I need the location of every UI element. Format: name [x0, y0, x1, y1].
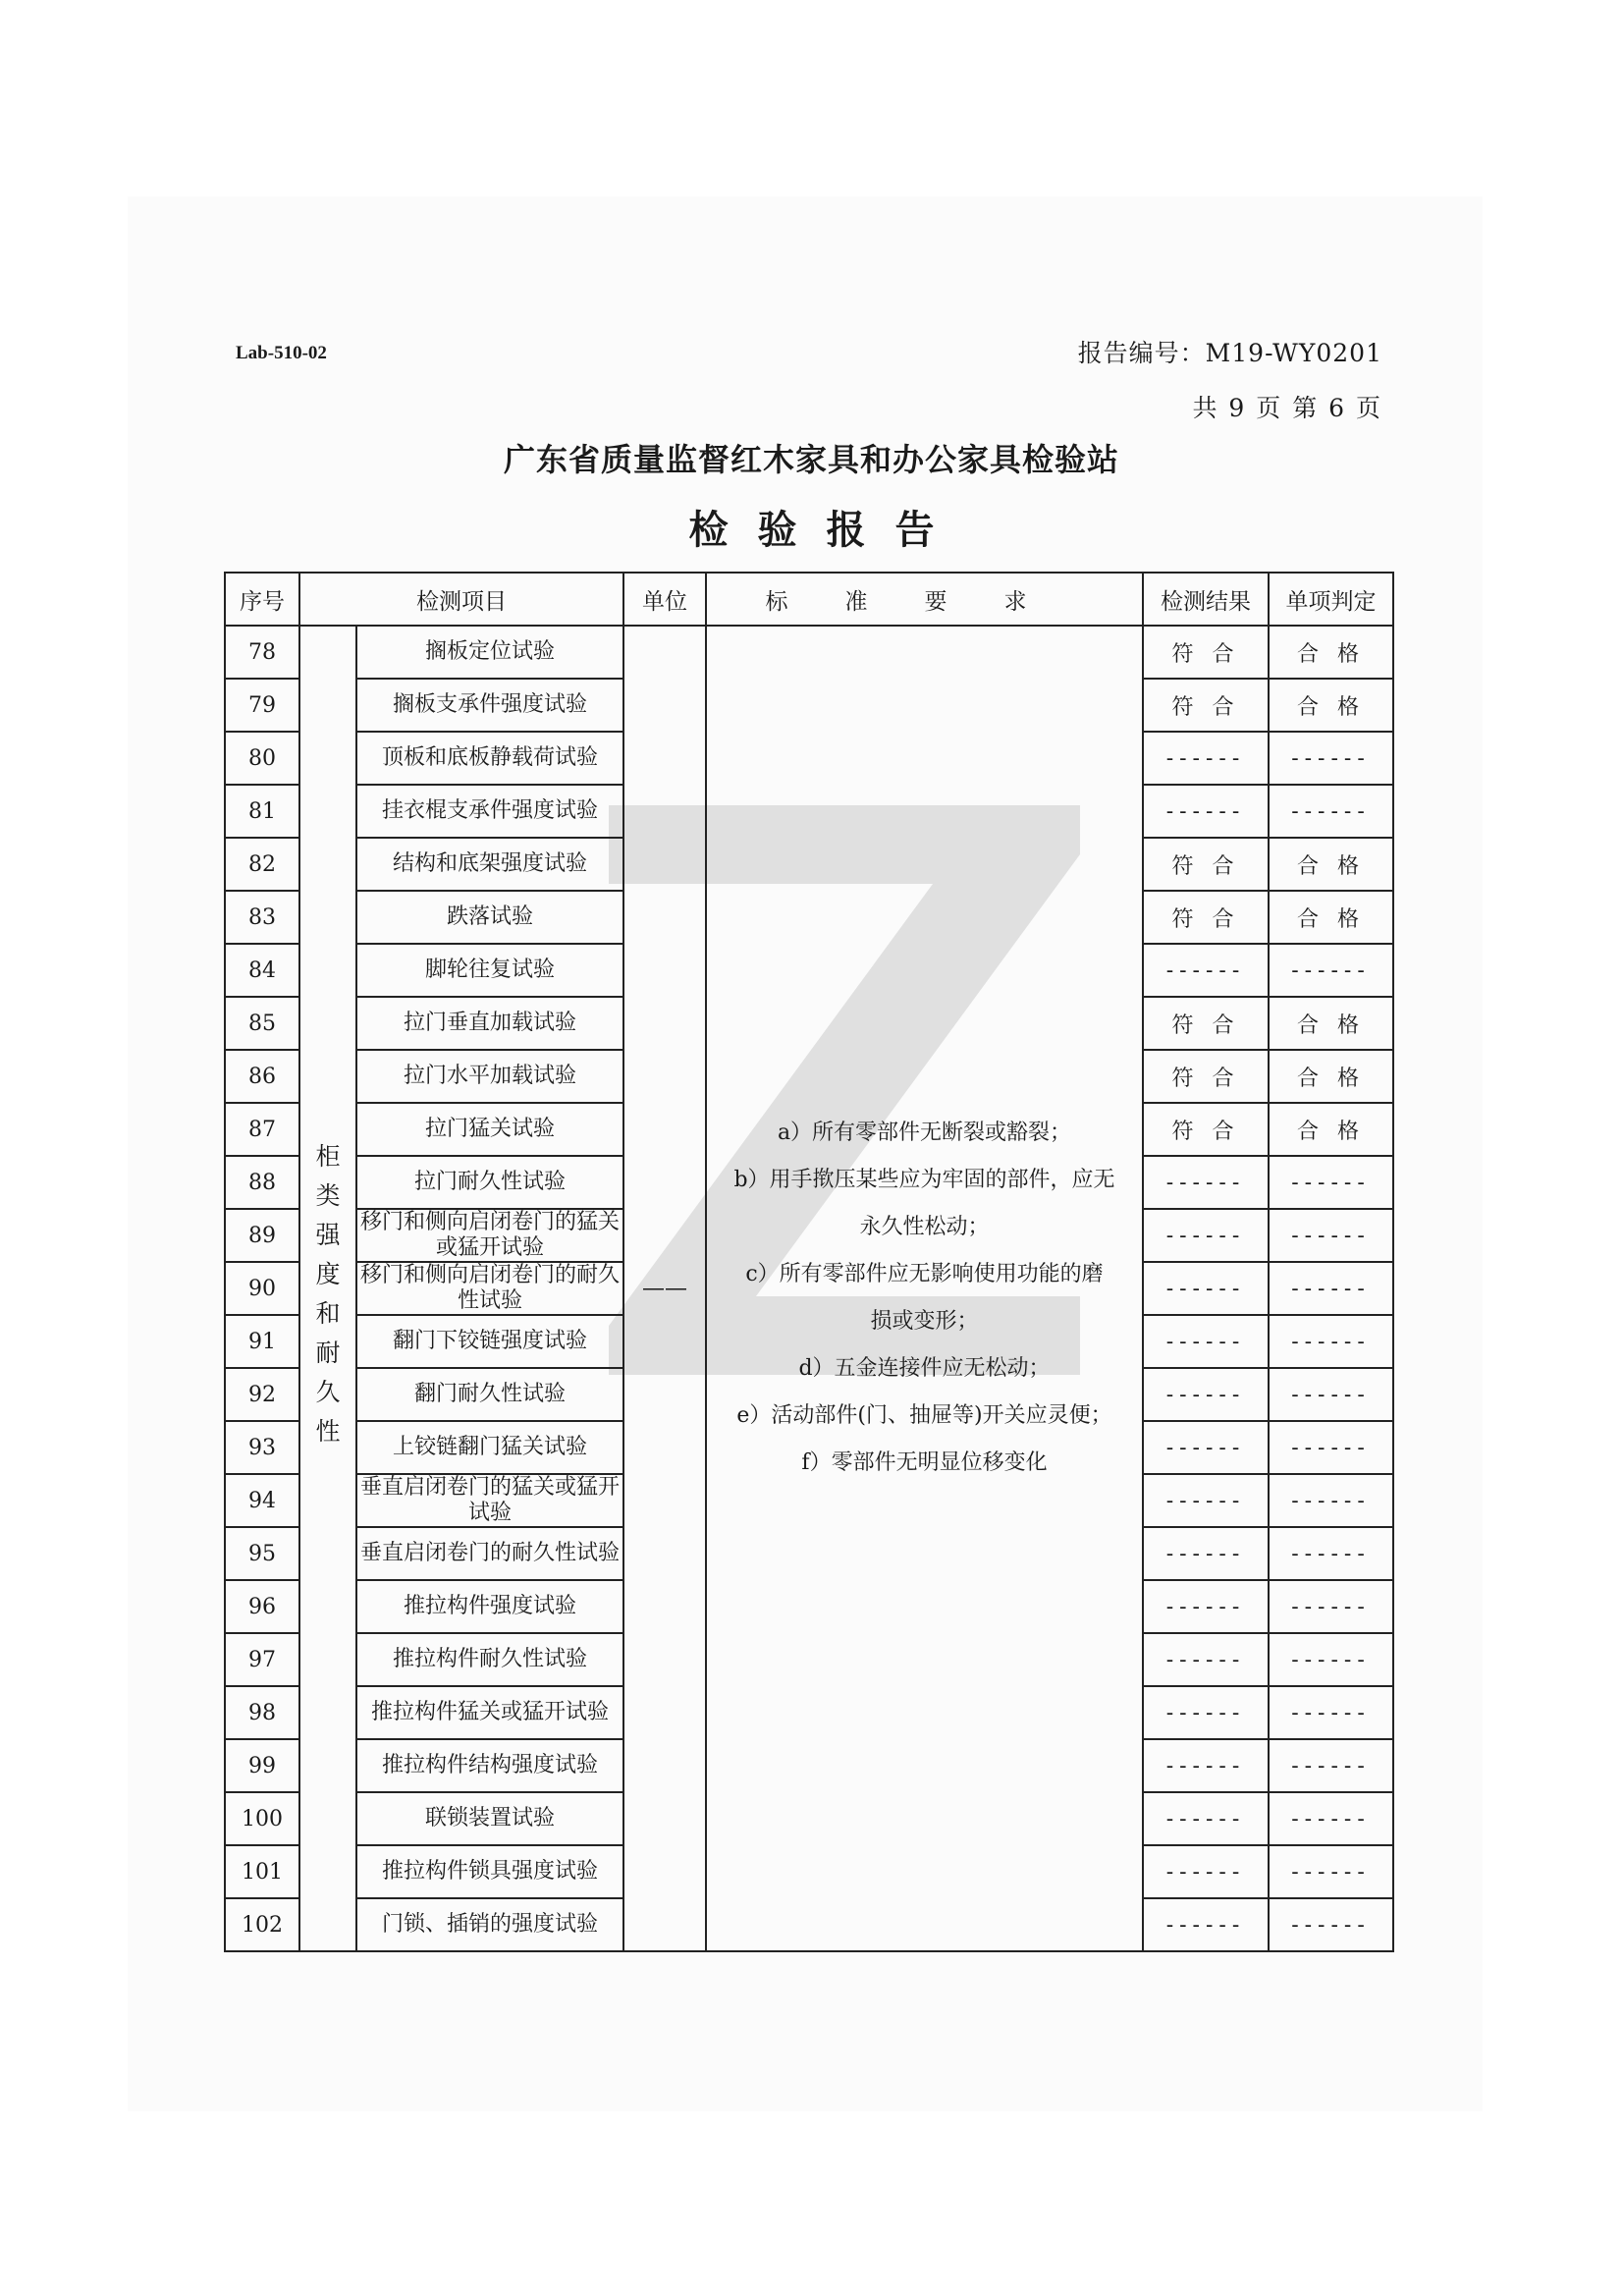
test-item: 翻门下铰链强度试验 — [356, 1315, 623, 1368]
row-number: 86 — [225, 1050, 299, 1103]
test-item: 门锁、插销的强度试验 — [356, 1898, 623, 1951]
row-number: 99 — [225, 1739, 299, 1792]
col-header-no: 序号 — [225, 573, 299, 626]
test-item: 推拉构件结构强度试验 — [356, 1739, 623, 1792]
item-judgement: ------ — [1269, 1739, 1393, 1792]
test-result: 符 合 — [1143, 997, 1269, 1050]
test-result: ------ — [1143, 1898, 1269, 1951]
item-judgement: 合 格 — [1269, 1050, 1393, 1103]
row-number: 98 — [225, 1686, 299, 1739]
row-number: 80 — [225, 732, 299, 785]
col-header-standard: 标准要求 — [706, 573, 1143, 626]
test-result: ------ — [1143, 1209, 1269, 1262]
lab-code: Lab-510-02 — [236, 343, 327, 363]
test-item: 拉门猛关试验 — [356, 1103, 623, 1156]
item-judgement: ------ — [1269, 1527, 1393, 1580]
row-number: 101 — [225, 1845, 299, 1898]
row-number: 81 — [225, 785, 299, 838]
page-info: 共 9 页 第 6 页 — [1192, 394, 1382, 422]
standard-requirement-line: d）五金连接件应无松动； — [798, 1356, 1051, 1381]
test-result: ------ — [1143, 1156, 1269, 1209]
row-number: 96 — [225, 1580, 299, 1633]
test-item: 推拉构件耐久性试验 — [356, 1633, 623, 1686]
test-result: ------ — [1143, 1739, 1269, 1792]
row-number: 90 — [225, 1262, 299, 1315]
row-number: 85 — [225, 997, 299, 1050]
unit-cell: —— — [623, 626, 706, 1951]
row-number: 82 — [225, 838, 299, 891]
test-item: 翻门耐久性试验 — [356, 1368, 623, 1421]
test-result: ------ — [1143, 1262, 1269, 1315]
test-item: 跌落试验 — [356, 891, 623, 944]
item-judgement: 合 格 — [1269, 1103, 1393, 1156]
row-number: 93 — [225, 1421, 299, 1474]
test-result: ------ — [1143, 944, 1269, 997]
test-result: ------ — [1143, 1845, 1269, 1898]
standard-requirement-line: a）所有零部件无断裂或豁裂； — [777, 1121, 1072, 1145]
test-result: ------ — [1143, 1686, 1269, 1739]
row-number: 88 — [225, 1156, 299, 1209]
test-item: 搁板支承件强度试验 — [356, 679, 623, 732]
category-cell — [299, 626, 356, 1951]
test-result: 符 合 — [1143, 626, 1269, 679]
standard-requirement-line: e）活动部件(门、抽屉等)开关应灵便； — [736, 1403, 1112, 1428]
item-judgement: ------ — [1269, 785, 1393, 838]
test-item: 挂衣棍支承件强度试验 — [356, 785, 623, 838]
organization-title: 广东省质量监督红木家具和办公家具检验站 — [503, 441, 1119, 478]
item-judgement: ------ — [1269, 1580, 1393, 1633]
row-number: 100 — [225, 1792, 299, 1845]
item-judgement: ------ — [1269, 1368, 1393, 1421]
item-judgement: 合 格 — [1269, 891, 1393, 944]
table-body — [225, 626, 1393, 1951]
test-result: ------ — [1143, 1368, 1269, 1421]
test-result: ------ — [1143, 1527, 1269, 1580]
item-judgement: ------ — [1269, 1156, 1393, 1209]
test-item: 顶板和底板静载荷试验 — [356, 732, 623, 785]
item-judgement: ------ — [1269, 1262, 1393, 1315]
test-item: 垂直启闭卷门的耐久性试验 — [356, 1527, 623, 1580]
test-item: 拉门耐久性试验 — [356, 1156, 623, 1209]
test-result: 符 合 — [1143, 891, 1269, 944]
standard-requirement-line: b）用手揿压某些应为牢固的部件，应无 — [733, 1168, 1115, 1192]
item-judgement: ------ — [1269, 1474, 1393, 1527]
item-judgement: ------ — [1269, 1845, 1393, 1898]
test-result: ------ — [1143, 1421, 1269, 1474]
table-row — [225, 626, 1393, 679]
row-number: 84 — [225, 944, 299, 997]
test-item: 垂直启闭卷门的猛关或猛开试验 — [356, 1474, 623, 1527]
test-item: 移门和侧向启闭卷门的耐久性试验 — [356, 1262, 623, 1315]
row-number: 95 — [225, 1527, 299, 1580]
item-judgement: 合 格 — [1269, 997, 1393, 1050]
col-header-judgement: 单项判定 — [1269, 573, 1393, 626]
report-title: 检验报告 — [688, 508, 964, 553]
test-result: 符 合 — [1143, 1050, 1269, 1103]
inspection-table — [224, 572, 1394, 1952]
row-number: 89 — [225, 1209, 299, 1262]
standard-requirements-list — [715, 1110, 1134, 1487]
row-number: 79 — [225, 679, 299, 732]
standard-requirements-cell — [706, 626, 1143, 1951]
test-result: 符 合 — [1143, 679, 1269, 732]
test-item: 脚轮往复试验 — [356, 944, 623, 997]
test-result: ------ — [1143, 1474, 1269, 1527]
test-item: 搁板定位试验 — [356, 626, 623, 679]
row-number: 91 — [225, 1315, 299, 1368]
item-judgement: ------ — [1269, 1421, 1393, 1474]
test-result: ------ — [1143, 1633, 1269, 1686]
test-result: 符 合 — [1143, 838, 1269, 891]
test-result: 符 合 — [1143, 1103, 1269, 1156]
item-judgement: ------ — [1269, 1315, 1393, 1368]
row-number: 102 — [225, 1898, 299, 1951]
item-judgement: ------ — [1269, 1686, 1393, 1739]
item-judgement: ------ — [1269, 1898, 1393, 1951]
col-header-item: 检测项目 — [299, 573, 623, 626]
item-judgement: ------ — [1269, 1792, 1393, 1845]
test-item: 上铰链翻门猛关试验 — [356, 1421, 623, 1474]
row-number: 94 — [225, 1474, 299, 1527]
test-item: 结构和底架强度试验 — [356, 838, 623, 891]
test-result: ------ — [1143, 1580, 1269, 1633]
item-judgement: ------ — [1269, 1633, 1393, 1686]
row-number: 92 — [225, 1368, 299, 1421]
row-number: 97 — [225, 1633, 299, 1686]
row-number: 83 — [225, 891, 299, 944]
standard-requirement-line: 损或变形； — [870, 1309, 979, 1334]
table-header-row — [225, 573, 1393, 626]
col-header-unit: 单位 — [623, 573, 706, 626]
item-judgement: 合 格 — [1269, 626, 1393, 679]
test-item: 拉门垂直加载试验 — [356, 997, 623, 1050]
col-header-result: 检测结果 — [1143, 573, 1269, 626]
category-label: 柜类强度和耐久性 — [315, 1142, 341, 1446]
test-item: 移门和侧向启闭卷门的猛关或猛开试验 — [356, 1209, 623, 1262]
standard-requirement-line: c）所有零部件应无影响使用功能的磨 — [745, 1262, 1104, 1286]
item-judgement: ------ — [1269, 732, 1393, 785]
test-result: ------ — [1143, 1315, 1269, 1368]
test-item: 联锁装置试验 — [356, 1792, 623, 1845]
test-item: 拉门水平加载试验 — [356, 1050, 623, 1103]
item-judgement: ------ — [1269, 1209, 1393, 1262]
standard-requirement-line: 永久性松动； — [859, 1215, 990, 1239]
row-number: 87 — [225, 1103, 299, 1156]
report-number: 报告编号：M19-WY0201 — [1077, 339, 1382, 367]
item-judgement: 合 格 — [1269, 679, 1393, 732]
test-result: ------ — [1143, 732, 1269, 785]
test-item: 推拉构件强度试验 — [356, 1580, 623, 1633]
test-result: ------ — [1143, 1792, 1269, 1845]
test-item: 推拉构件猛关或猛开试验 — [356, 1686, 623, 1739]
standard-requirement-line: f）零部件无明显位移变化 — [801, 1450, 1048, 1475]
item-judgement: ------ — [1269, 944, 1393, 997]
test-result: ------ — [1143, 785, 1269, 838]
item-judgement: 合 格 — [1269, 838, 1393, 891]
test-item: 推拉构件锁具强度试验 — [356, 1845, 623, 1898]
row-number: 78 — [225, 626, 299, 679]
